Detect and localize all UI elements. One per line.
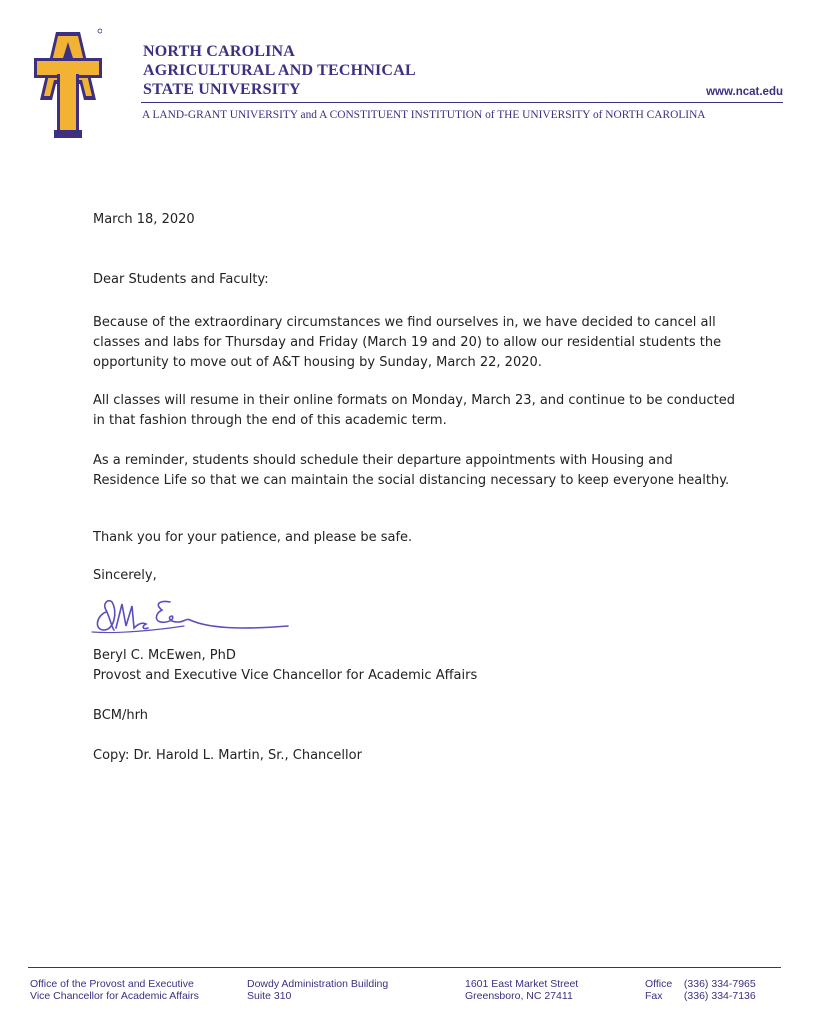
letter-closing: Sincerely,	[93, 568, 157, 583]
footer-building	[247, 978, 388, 1002]
footer-contact	[645, 978, 756, 1002]
signer-name: Beryl C. McEwen, PhD	[93, 648, 236, 663]
university-tagline: A LAND-GRANT UNIVERSITY and A CONSTITUENT INSTITUTION of THE UNIVERSITY of NORTH CAROLINA	[142, 109, 706, 121]
footer-address-line-1: 1601 East Market Street	[465, 978, 579, 990]
university-logo	[34, 28, 102, 140]
header-divider	[141, 102, 783, 103]
footer-fax-row	[645, 990, 756, 1002]
footer-fax-label: Fax	[645, 990, 663, 1002]
university-name-line-2: AGRICULTURAL AND TECHNICAL	[143, 62, 416, 79]
footer-office-label: Office	[645, 978, 673, 990]
footer-building-line-1: Dowdy Administration Building	[247, 978, 389, 990]
university-name-line-3: STATE UNIVERSITY	[143, 81, 301, 98]
letter-paragraph-3: As a reminder, students should schedule their departure appointments with Housing and Residence Life so that we can maintain the social distancing necessary to keep everyone healthy.	[93, 453, 730, 488]
letter-paragraph-1: Because of the extraordinary circumstances we find ourselves in, we have decided to cancel all classes and labs for Thursday and Friday (March 19 and 20) to allow our residential students the opportunity to move out of A&T housing by Sunday, March 22, 2020.	[93, 315, 722, 370]
signature	[88, 590, 298, 642]
letter-paragraph-2: All classes will resume in their online formats on Monday, March 23, and continue to be conducted in that fashion through the end of this academic term.	[93, 393, 735, 428]
footer-office-line-2: Vice Chancellor for Academic Affairs	[30, 990, 199, 1002]
letter-paragraph-4: Thank you for your patience, and please be safe.	[93, 530, 413, 545]
footer-office-phone-row	[645, 978, 756, 990]
letter-initials: BCM/hrh	[93, 708, 148, 723]
website-link[interactable]: www.ncat.edu	[706, 86, 783, 98]
university-name	[143, 42, 416, 99]
footer-building-line-2: Suite 310	[247, 990, 292, 1002]
footer-divider	[28, 967, 781, 968]
university-name-line-1: NORTH CAROLINA	[143, 43, 296, 60]
letter-date: March 18, 2020	[93, 212, 195, 227]
letter-copy: Copy: Dr. Harold L. Martin, Sr., Chancellor	[93, 748, 362, 763]
footer-fax-phone: (336) 334-7136	[683, 990, 756, 1002]
footer-office-line-1: Office of the Provost and Executive	[30, 978, 194, 990]
footer-office-phone[interactable]: (336) 334-7965	[683, 978, 756, 990]
footer-address	[465, 978, 578, 1002]
signer-title: Provost and Executive Vice Chancellor for Academic Affairs	[93, 668, 478, 683]
letter-salutation: Dear Students and Faculty:	[93, 272, 269, 287]
footer-address-line-2: Greensboro, NC 27411	[465, 990, 573, 1002]
footer-office	[30, 978, 199, 1002]
